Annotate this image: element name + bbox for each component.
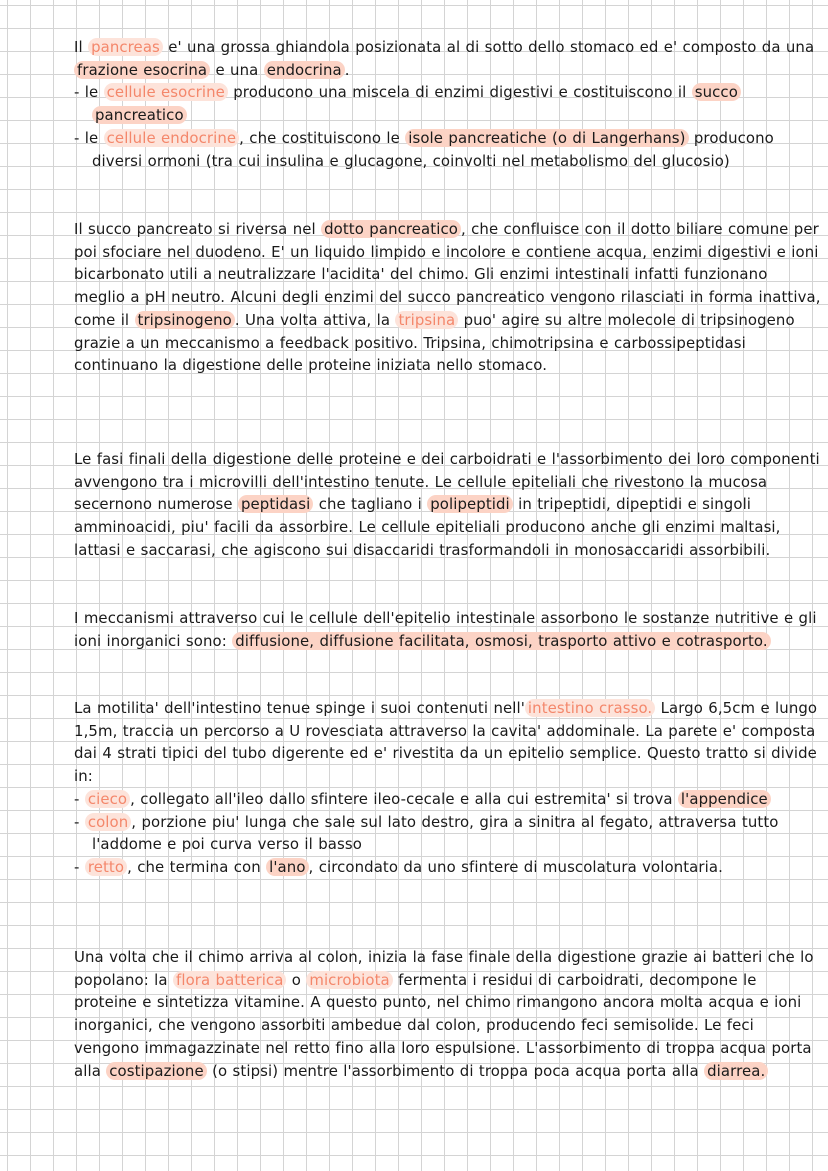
text: in tripeptidi, dipeptidi e singoli amminoacidi, piu' facili da assorbire. Le cellule epiteliali producono anche gli enzimi maltasi, lattasi e saccarasi, che agiscono sui disaccaridi trasformandoli in monosaccaridi assorbibili. xyxy=(74,495,781,559)
text: (o stipsi) mentre l'assorbimento di troppa poca acqua porta alla xyxy=(206,1061,705,1080)
paragraph-intestino-crasso xyxy=(74,697,822,879)
text: I meccanismi attraverso cui le cellule dell'epitelio intestinale assorbono le sostanze nutritive e gli ioni inorganici sono: xyxy=(74,609,817,650)
bullet-colon xyxy=(74,811,822,856)
bullet-dash: - xyxy=(74,857,85,876)
fasi-text xyxy=(74,448,822,562)
keyword-intestino-crasso: intestino crasso. xyxy=(525,699,655,717)
keyword-colon: colon xyxy=(85,813,131,831)
keyword-peptidasi: peptidasi xyxy=(238,495,313,513)
keyword-microbiota: microbiota xyxy=(306,971,392,989)
text: La motilita' dell'intestino tenue spinge i suoi contenuti nell' xyxy=(74,699,525,717)
text: Una volta che il chimo arriva al colon, inizia la fase finale della digestione grazie ai batteri che lo popolano: la xyxy=(74,948,814,989)
text: e una xyxy=(210,60,264,79)
text: . Una volta attiva, la xyxy=(234,310,396,329)
text: Le fasi finali della digestione delle proteine e dei carboidrati e l'assorbimento dei loro componenti avvengono tra i microvilli dell'intestino tenute. Le cellule epiteliali che rivestono la mucosa secernono numerose xyxy=(74,450,820,514)
bullet-cieco xyxy=(74,788,822,811)
crasso-intro xyxy=(74,697,822,788)
paragraph-meccanismi xyxy=(74,607,822,652)
text: . xyxy=(344,60,350,79)
text: , che confluisce con il dotto biliare comune per poi sfociare nel duodeno. E' un liquido limpido e incolore e contiene acqua, enzimi digestivi e ioni bicarbonato utili a neutralizzare l'acidita' del chimo. Gli enzimi intestinali infatti funzionano meglio a pH neutro. Alcuni degli enzimi del succo pancreatico vengono rilasciati in forma inattiva, come il xyxy=(74,220,821,329)
keyword-ano: l'ano xyxy=(266,858,308,876)
keyword-meccanismi-assorbimento: diffusione, diffusione facilitata, osmosi, trasporto attivo e cotrasporto. xyxy=(232,632,770,650)
text: e' una grossa ghiandola posizionata al di sotto dello stomaco ed e' composto da una xyxy=(162,38,815,56)
bullet-cellule-endocrine xyxy=(74,127,822,172)
keyword-cellule-endocrine: cellule endocrine xyxy=(104,129,240,147)
paragraph-succo-pancreatico xyxy=(74,218,822,377)
text: producono diversi ormoni (tra cui insulina e glucagone, coinvolti nel metabolismo del glucosio) xyxy=(92,128,774,170)
bullet-dash: - le xyxy=(74,83,104,102)
text: puo' agire su altre molecole di tripsinogeno grazie a un meccanismo a feedback positivo. Tripsina, chimotripsina e carbossipeptidasi continuano la digestione delle proteine iniziata nello stomaco. xyxy=(74,310,795,375)
keyword-frazione-esocrina: frazione esocrina xyxy=(74,61,210,79)
succo-text xyxy=(74,218,822,377)
text: , porzione piu' lunga che sale sul lato destro, gira a sinitra al fegato, attraversa tutto l'addome e poi curva verso il basso xyxy=(92,812,779,854)
keyword-tripsina: tripsina xyxy=(395,311,458,329)
paragraph-fasi-finali xyxy=(74,448,822,562)
text: , collegato all'ileo dallo sfintere ileo-cecale e alla cui estremita' si trova xyxy=(130,789,678,808)
bullet-cellule-esocrine xyxy=(74,81,822,126)
bullet-dash: - xyxy=(74,812,85,831)
text: , circondato da uno sfintere di muscolatura volontaria. xyxy=(308,857,723,876)
keyword-retto: retto xyxy=(85,858,127,876)
colon-text xyxy=(74,946,822,1082)
keyword-cieco: cieco xyxy=(85,790,130,808)
text: producono una miscela di enzimi digestivi e costituiscono il xyxy=(227,83,692,102)
text: , che termina con xyxy=(127,857,267,876)
keyword-flora-batterica: flora batterica xyxy=(173,971,286,989)
bullet-retto xyxy=(74,856,822,879)
keyword-endocrina: endocrina xyxy=(264,61,345,79)
text: fermenta i residui di carboidrati, decompone le proteine e sintetizza vitamine. A questo punto, nel chimo rimangono ancora molta acqua e ioni inorganici, che vengono assorbiti ambedue dal colon, producendo feci semisolide. Le feci vengono immagazzinate nel retto fino alla loro espulsione. L'assorbimento di troppa acqua porta alla xyxy=(74,970,812,1080)
keyword-costipazione: costipazione xyxy=(106,1062,206,1080)
meccanismi-text xyxy=(74,607,822,652)
keyword-diarrea: diarrea. xyxy=(704,1062,768,1080)
keyword-isole-pancreatiche: isole pancreatiche (o di Langerhans) xyxy=(405,129,688,147)
text: Largo 6,5cm e lungo 1,5m, traccia un percorso a U rovesciata attraverso la cavita' addominale. La parete e' composta dai 4 strati tipici del tubo digerente ed e' rivestita da un epitelio semplice. Questo tratto si divide in: xyxy=(74,699,818,786)
paragraph-colon-digestione xyxy=(74,946,822,1082)
paragraph-pancreas xyxy=(74,36,822,172)
bullet-dash: - le xyxy=(74,128,104,147)
pancreas-intro xyxy=(74,36,822,81)
bullet-dash: - xyxy=(74,789,85,808)
keyword-cellule-esocrine: cellule esocrine xyxy=(104,83,228,101)
keyword-pancreas: pancreas xyxy=(88,38,163,56)
text: Il xyxy=(74,38,89,56)
text: che tagliano i xyxy=(313,495,428,514)
text: Il succo pancreato si riversa nel xyxy=(74,220,322,238)
text: o xyxy=(286,970,307,989)
keyword-appendice: l'appendice xyxy=(678,790,771,808)
keyword-dotto-pancreatico: dotto pancreatico xyxy=(321,220,461,238)
text: , che costituiscono le xyxy=(239,128,406,147)
keyword-succo-pancreatico: succo pancreatico xyxy=(92,83,741,124)
keyword-polipeptidi: polipeptidi xyxy=(427,495,513,513)
keyword-tripsinogeno: tripsinogeno xyxy=(135,311,235,329)
